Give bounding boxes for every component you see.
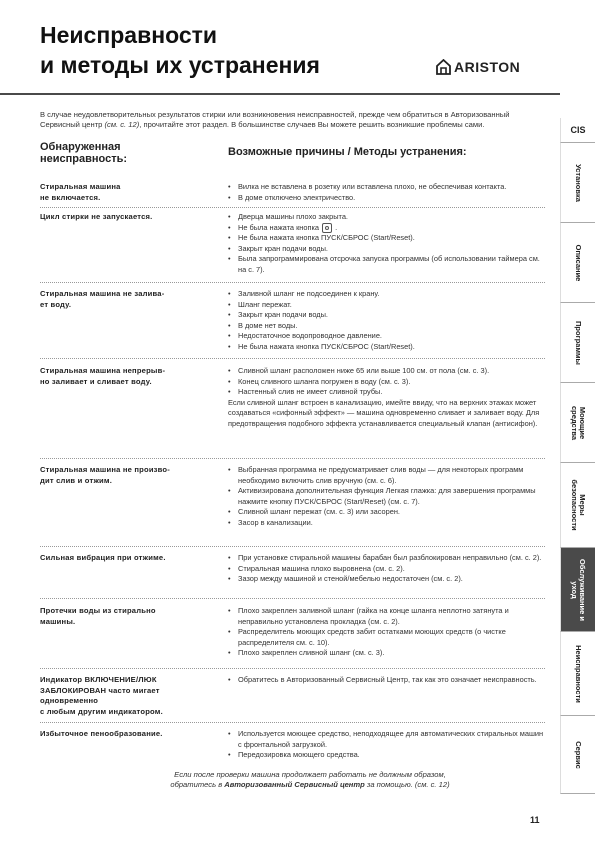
problem-line: Стиральная машина не произво-: [40, 465, 170, 474]
problem-cell: [40, 675, 163, 717]
problem-cell: [40, 465, 170, 486]
cause-item: • Была запрограммирована отсрочка запуска программы (об использовании таймера см. на с. 7).: [228, 254, 544, 275]
sidebar-tab-service[interactable]: [560, 716, 595, 794]
column-header-causes: Возможные причины / Методы устранения:: [228, 146, 467, 158]
cause-text: Не была нажата кнопка: [238, 222, 320, 232]
cause-item: • Шланг пережат.: [228, 300, 544, 311]
cause-item: • Сливной шланг пережат (см. с. 3) или засорен.: [228, 507, 544, 518]
problem-line: одновременно: [40, 696, 99, 705]
sidebar-tab-label: Меры безопасности: [570, 479, 587, 531]
column-header-problem-line1: Обнаруженная: [40, 141, 121, 153]
cause-item: • Сливной шланг расположен ниже 65 или выше 100 см. от пола (см. с. 3).: [228, 366, 544, 377]
sidebar-tab-label: Программы: [574, 320, 583, 365]
sidebar-tab-label: Моющие средства: [570, 405, 587, 440]
sidebar-tab-description[interactable]: [560, 223, 595, 303]
problem-cell: [40, 289, 164, 310]
cause-item: • В доме отключено электричество.: [228, 193, 544, 204]
cause-item: • При установке стиральной машины барабан был разблокирован неправильно (см. с. 2).: [228, 553, 544, 564]
cause-item: • Плохо закреплен заливной шланг (гайка на конце шланга неплотно затянута и неправильно установлена прокладка (см. с. 2).: [228, 606, 544, 627]
cause-item: • Не была нажата кнопка .: [228, 223, 544, 234]
problem-line: машины.: [40, 616, 76, 626]
sidebar-tab-troubleshooting[interactable]: [560, 632, 595, 716]
footer-text-c: за помощью. (см. с. 12): [364, 780, 450, 789]
problem-cell: [40, 366, 165, 387]
sidebar-tab-cis[interactable]: [560, 118, 595, 143]
cause-item: • Засор в канализации.: [228, 518, 544, 529]
row-divider: [40, 358, 545, 359]
sidebar-tab-label: Установка: [574, 163, 583, 202]
row-divider: [40, 207, 545, 208]
sidebar-tab-label: Неисправности: [574, 644, 583, 703]
causes-cell: [228, 289, 544, 352]
problem-line: не включается.: [40, 192, 101, 202]
row-divider: [40, 546, 545, 547]
problem-cell: [40, 553, 166, 564]
brand-logo: [436, 59, 520, 75]
ariston-house-icon: [436, 59, 451, 75]
page-number: 11: [530, 815, 540, 825]
problem-cell: [40, 212, 152, 223]
row-divider: [40, 598, 545, 599]
cause-item: • Стиральная машина плохо выровнена (см. с. 2).: [228, 564, 544, 575]
cause-item: • Используется моющее средство, неподходящее для автоматических стиральных машин с фронтальной загрузкой.: [228, 729, 544, 750]
problem-cell: [40, 182, 121, 203]
footer-line-2: [110, 780, 510, 790]
cause-item: • Распределитель моющих средств забит остатками моющих средств (о чистке распределителя см. с. 10).: [228, 627, 544, 648]
sidebar-tab-safety[interactable]: [560, 463, 595, 548]
causes-cell: [228, 729, 544, 761]
problem-line: дит слив и отжим.: [40, 475, 113, 485]
cause-item: • Зазор между машиной и стеной/мебелью недостаточен (см. с. 2).: [228, 574, 544, 585]
title-line-2: и методы их устранения: [40, 52, 320, 78]
sidebar-tab-installation[interactable]: [560, 143, 595, 223]
cause-item: • В доме нет воды.: [228, 321, 544, 332]
cause-item: • Заливной шланг не подсоединен к крану.: [228, 289, 544, 300]
cause-item: • Передозировка моющего средства.: [228, 750, 544, 761]
causes-cell: [228, 182, 544, 203]
row-divider: [40, 722, 545, 723]
intro-paragraph: [40, 110, 545, 130]
cause-item: • Не была нажата кнопка ПУСК/СБРОС (Start/Reset).: [228, 233, 544, 244]
power-button-icon: [322, 223, 332, 233]
cause-item: • Дверца машины плохо закрыта.: [228, 212, 544, 223]
sidebar-tab-detergents[interactable]: [560, 383, 595, 463]
problem-line: Индикатор ВКЛЮЧЕНИЕ/ЛЮК: [40, 675, 157, 684]
problem-line: Сильная вибрация при отжиме.: [40, 553, 166, 562]
causes-cell: [228, 366, 544, 429]
footer-line-1: Если после проверки машина продолжает работать не должным образом,: [174, 770, 446, 779]
causes-cell: [228, 553, 544, 585]
causes-cell: [228, 606, 544, 659]
cause-item: • Конец сливного шланга погружен в воду (см. с. 3).: [228, 377, 544, 388]
footer-service-center: Авторизованный Сервисный центр: [224, 780, 365, 789]
intro-ref: (см. с. 12): [104, 120, 140, 129]
problem-cell: [40, 606, 156, 627]
sidebar-tab-label: Описание: [574, 244, 583, 281]
sidebar-tab-label: Сервис: [574, 740, 583, 769]
problem-line: Стиральная машина: [40, 182, 121, 191]
sidebar-tab-programs[interactable]: [560, 303, 595, 383]
siphon-note: Если сливной шланг встроен в канализацию, имейте ввиду, что на верхних этажах может создаваться «сифонный эффект» — машина одновременно сливает и заливает воду. Для предотвращения подобного эффекта устанавливается специальный клапан (антисифон).: [228, 397, 540, 428]
intro-text-a: В случае неудовлетворительных результатов стирки или возникновения неисправностей, прежде чем обратиться в Авторизованный Сервисный центр: [40, 110, 510, 129]
page-title: [40, 20, 320, 80]
header-divider: [0, 93, 560, 95]
problem-line: Цикл стирки не запускается.: [40, 212, 153, 221]
sidebar-tab-maintenance[interactable]: [560, 548, 595, 632]
problem-line: Стиральная машина непрерыв-: [40, 366, 166, 375]
problem-line: с любым другим индикатором.: [40, 706, 163, 716]
causes-cell: [228, 465, 544, 528]
cause-item: • Вилка не вставлена в розетку или вставлена плохо, не обеспечивая контакта.: [228, 182, 544, 193]
cause-item: • Не была нажата кнопка ПУСК/СБРОС (Start/Reset).: [228, 342, 544, 353]
row-divider: [40, 668, 545, 669]
problem-line: ЗАБЛОКИРОВАН часто мигает: [40, 685, 160, 695]
title-line-1: Неисправности: [40, 22, 218, 48]
causes-cell: [228, 675, 544, 686]
causes-cell: [228, 212, 544, 275]
problem-line: Стиральная машина не залива-: [40, 289, 165, 298]
sidebar-tab-label: CIS: [570, 125, 586, 135]
cause-item: • Плохо закреплен сливной шланг (см. с. 3).: [228, 648, 544, 659]
cause-item: • Активизирована дополнительная функция Легкая глажка: для завершения программы нажмите кнопку ПУСК/СБРОС (Start/Reset) (см. с. 7).: [228, 486, 544, 507]
problem-line: Протечки воды из стирально: [40, 606, 156, 615]
problem-line: Избыточное пенообразование.: [40, 729, 163, 738]
problem-line: ет воду.: [40, 299, 72, 309]
footer-note: [110, 770, 510, 790]
problem-cell: [40, 729, 163, 740]
brand-name: ARISTON: [454, 59, 521, 75]
cause-item: • Обратитесь в Авторизованный Сервисный Центр, так как это означает неисправность.: [228, 675, 544, 686]
sidebar-tab-label: Обслуживание и уход: [570, 558, 587, 621]
footer-text-a: обратитесь в: [170, 780, 225, 789]
intro-text-b: , прочитайте этот раздел. В большинстве случаев Вы можете решить возникшие проблемы сами.: [139, 120, 485, 129]
column-header-problem: [40, 141, 127, 165]
cause-item: • Настенный слив не имеет сливной трубы.: [228, 387, 544, 398]
column-header-problem-line2: неисправность:: [40, 153, 128, 165]
cause-item: • Закрыт кран подачи воды.: [228, 310, 544, 321]
cause-item: • Выбранная программа не предусматривает слив воды — для некоторых программ необходимо включить слив вручную (см. с. 6).: [228, 465, 544, 486]
problem-line: но заливает и сливает воду.: [40, 376, 152, 386]
cause-item: • Закрыт кран подачи воды.: [228, 244, 544, 255]
cause-item: • Недостаточное водопроводное давление.: [228, 331, 544, 342]
row-divider: [40, 282, 545, 283]
row-divider: [40, 458, 545, 459]
